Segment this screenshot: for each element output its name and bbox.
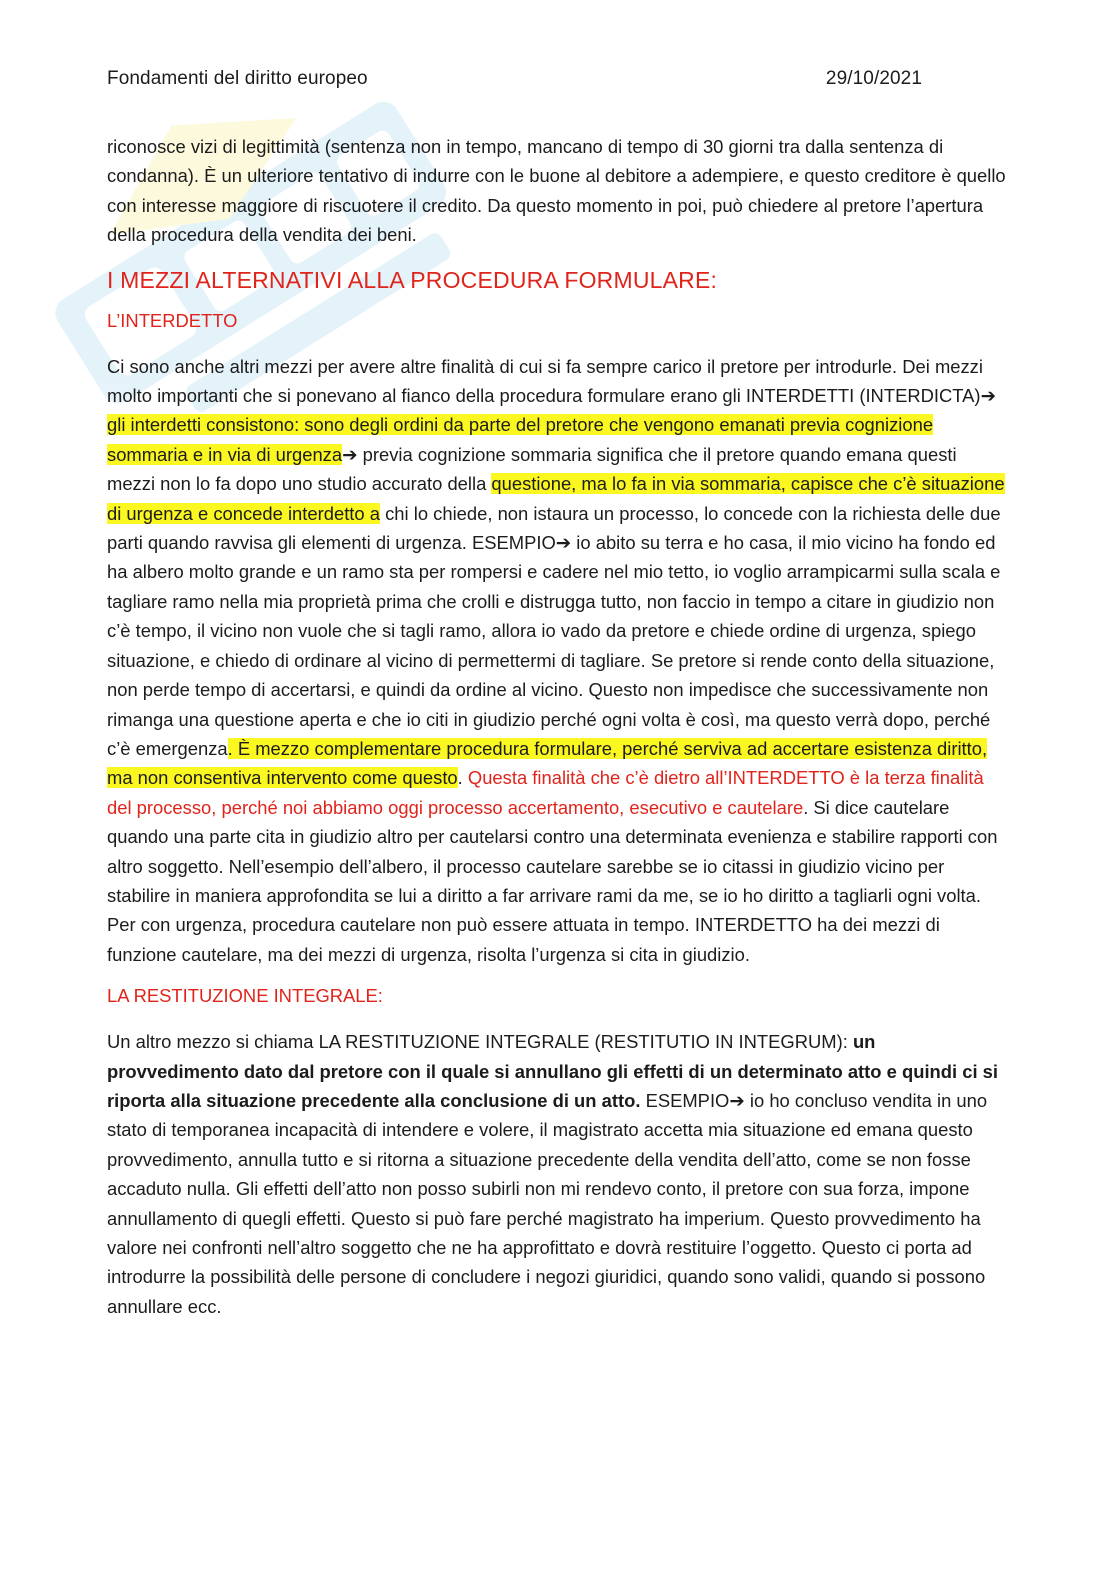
arrow-icon: ➔: [729, 1089, 745, 1111]
section-title: I MEZZI ALTERNATIVI ALLA PROCEDURA FORMULARE:: [107, 266, 718, 293]
document-title: Fondamenti del diritto europeo: [107, 68, 368, 89]
document-body: [107, 132, 1007, 1321]
text-segment: . Si dice cautelare quando una parte cita in giudizio altro per cautelarsi contro una determinata evenienza e stabilire rapporti con altro soggetto. Nell’esempio dell’albero, il processo cautelare sarebbe se io citassi in giudizio vicino per stabilire in maniera approfondita se lui a diritto a far arrivare rami da me, se io ho diritto a tagliarli ogni volta. Per con urgenza, procedura cautelare non può essere attuata in tempo. INTERDETTO ha dei mezzi di funzione cautelare, ma dei mezzi di urgenza, risolta l’urgenza si cita in giudizio.: [107, 796, 998, 965]
text-segment: io abito su terra e ho casa, il mio vicino ha fondo ed ha albero molto grande e un ramo sta per rompersi e cadere nel mio tetto, io voglio arrampicarmi sulla scala e tagliare ramo nella mia proprietà prima che crolli e distrugga tutto, non faccio in tempo a citare in giudizio non c’è tempo, il vicino non vuole che si tagli ramo, allora io vado da pretore e chiede ordine di urgenza, spiego situazione, e chiedo di ordinare al vicino di permettermi di tagliare. Se pretore si rende conto della situazione, non perde tempo di accertarsi, e quindi da ordine al vicino. Questo non impedisce che successivamente non rimanga una questione aperta e che io citi in giudizio perché ogni volta è così, ma questo verrà dopo, perché c’è emergenza: [107, 532, 1001, 759]
text-segment: io ho concluso vendita in uno stato di temporanea incapacità di intendere e volere, il magistrato accetta mia situazione ed emana questo provvedimento, annulla tutto e si ritorna a situazione precedente della vendita dell’atto, come se non fosse accaduto nulla. Gli effetti dell’atto non posso subirli non mi rendevo conto, il pretore con sua forza, impone annullamento di quegli effetti. Questo si può fare perché magistrato ha imperium. Questo provvedimento ha valore nei confronti nell’altro soggetto che ne ha approfittato e dovrà restituire l’oggetto. Questo ci porta ad introdurre la possibilità delle persone di concludere i negozi giuridici, quando sono validi, quando si possono annullare ecc.: [107, 1089, 988, 1317]
highlighted-text: . È mezzo complementare procedura formulare, perché serviva ad accertare esistenza diritto, ma non consentiva intervento come questo: [107, 737, 988, 789]
paragraph-interdetto: [107, 352, 1007, 970]
arrow-icon: ➔: [342, 443, 358, 465]
text-segment: Ci sono anche altri mezzi per avere altre finalità di cui si fa sempre carico il pretore per introdurle. Dei mezzi molto importanti che si ponevano al fianco della procedura formulare erano gli INTERDETTI (INTERDICTA): [107, 355, 983, 407]
highlighted-text: gli interdetti consistono: sono degli ordini da parte del pretore che vengono emanati previa cognizione sommaria e in via di urgenza: [107, 414, 934, 465]
document-date: 29/10/2021: [825, 68, 922, 89]
text-segment: chi lo chiede, non istaura un processo, lo concede con la richiesta delle due parti quando ravvisa gli elementi di urgenza. ESEMPIO: [107, 502, 1001, 554]
highlighted-text: questione, ma lo fa in via sommaria, capisce che c’è situazione di urgenza e concede interdetto a: [107, 473, 1005, 524]
subsection-title-restituzione: LA RESTITUZIONE INTEGRALE:: [107, 985, 383, 1007]
text-segment: Un altro mezzo si chiama LA RESTITUZIONE INTEGRALE (RESTITUTIO IN INTEGRUM):: [107, 1031, 853, 1053]
page-header: [107, 68, 922, 90]
bold-definition: un provvedimento dato dal pretore con il quale si annullano gli effetti di un determinato atto e quindi ci si riporta alla situazione precedente alla conclusione di un atto.: [107, 1031, 999, 1111]
arrow-icon: ➔: [980, 385, 996, 407]
arrow-icon: ➔: [555, 532, 572, 554]
text-segment: previa cognizione sommaria significa che il pretore quando emana questi mezzi non lo fa dopo uno studio accurato della: [107, 443, 957, 495]
paragraph-restituzione: [107, 1027, 1007, 1321]
text-segment: .: [457, 767, 468, 789]
paragraph-intro: riconosce vizi di legittimità (sentenza non in tempo, mancano di tempo di 30 giorni tra dalla sentenza di condanna). È un ulteriore tentativo di indurre con le buone al debitore a adempiere, e questo creditore è quello con interesse maggiore di riscuotere il credito. Da questo momento in poi, può chiedere al pretore l’apertura della procedura della vendita dei beni.: [107, 136, 1006, 246]
red-emphasis-text: Questa finalità che c’è dietro all’INTERDETTO è la terza finalità del processo, perché noi abbiamo oggi processo accertamento, esecutivo e cautelare: [107, 767, 984, 818]
subsection-title-interdetto: L’INTERDETTO: [107, 309, 238, 331]
text-segment: ESEMPIO: [640, 1089, 730, 1111]
